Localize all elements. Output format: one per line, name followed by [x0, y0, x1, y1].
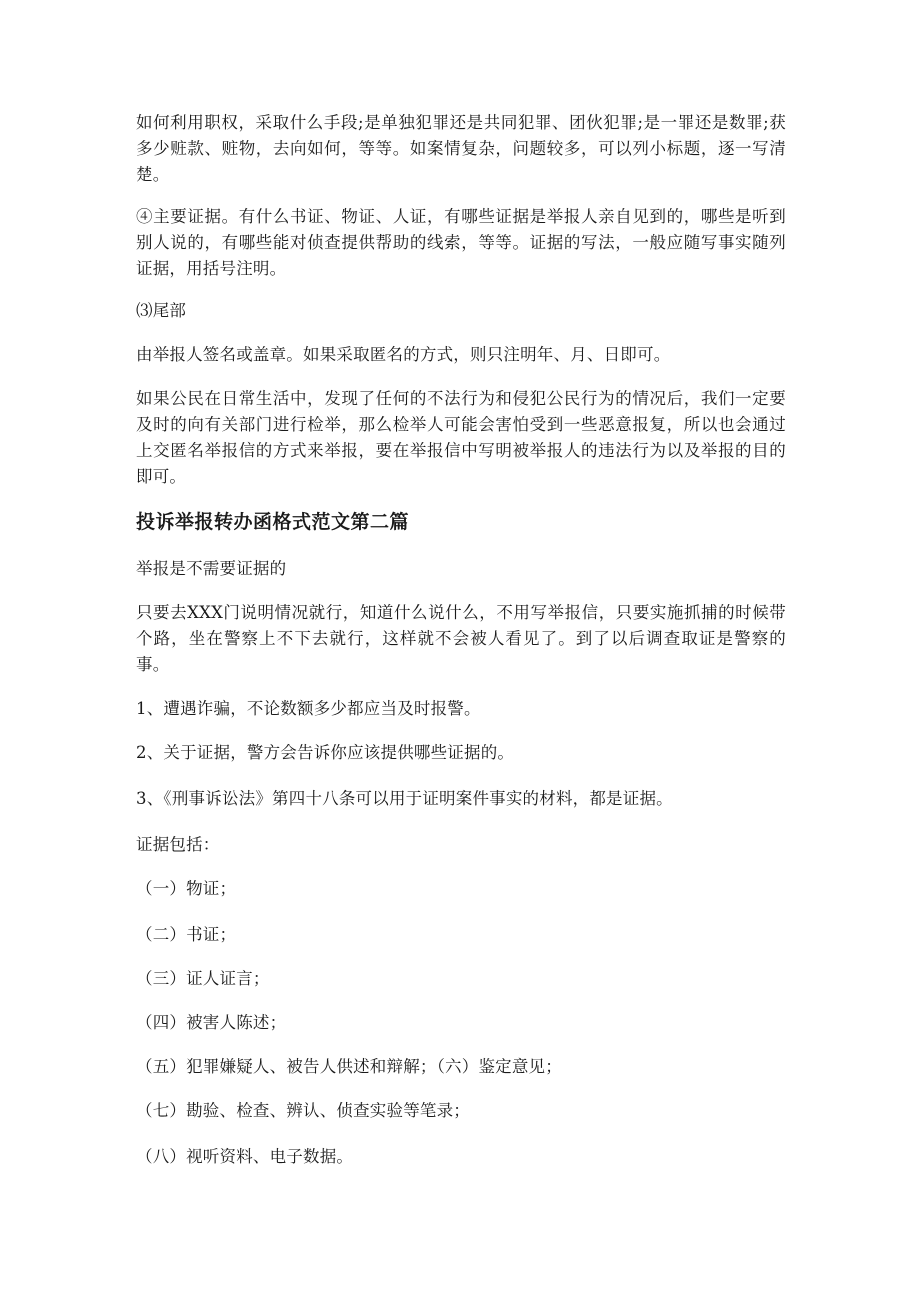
paragraph-evidence-includes: 证据包括： — [136, 835, 220, 854]
paragraph-explain-situation: 只要去XXX门说明情况就行，知道什么说什么，不用写举报信，只要实施抓捕的时候带个路，坐在警察上不下去就行，这样就不会被人看见了。到了以后调查取证是警察的事。 — [136, 603, 786, 674]
paragraph-methods: 如何利用职权，采取什么手段;是单独犯罪还是共同犯罪、团伙犯罪;是一罪还是数罪;获多少赃款、赃物，去向如何，等等。如案情复杂，问题较多，可以列小标题，逐一写清楚。 — [136, 113, 786, 184]
section-title: 投诉举报转办函格式范文第二篇 — [136, 511, 410, 533]
evidence-item-victim-statement: （四）被害人陈述； — [136, 1013, 287, 1032]
paragraph-main-evidence: ④主要证据。有什么书证、物证、人证，有哪些证据是举报人亲自见到的，哪些是听到别人说的，有哪些能对侦查提供帮助的线索，等等。证据的写法，一般应随写事实随列证据，用括号注明。 — [136, 207, 786, 278]
paragraph-anonymous-report: 如果公民在日常生活中，发现了任何的不法行为和侵犯公民行为的情况后，我们一定要及时的向有关部门进行检举，那么检举人可能会害怕受到一些恶意报复，所以也会通过上交匿名举报信的方式来举报，要在举报信中写明被举报人的违法行为以及举报的目的即可。 — [136, 389, 786, 486]
evidence-item-inspection-records: （七）勘验、检查、辨认、侦查实验等笔录； — [136, 1101, 470, 1120]
paragraph-signature: 由举报人签名或盖章。如果采取匿名的方式，则只注明年、月、日即可。 — [136, 345, 671, 364]
evidence-item-suspect-statement: （五）犯罪嫌疑人、被告人供述和辩解；（六）鉴定意见； — [136, 1057, 562, 1076]
paragraph-ending-heading: ⑶尾部 — [136, 301, 187, 320]
evidence-item-testimony: （三）证人证言； — [136, 969, 270, 988]
evidence-item-audiovisual: （八）视听资料、电子数据。 — [136, 1147, 354, 1166]
list-item-evidence: 2、关于证据，警方会告诉你应该提供哪些证据的。 — [136, 743, 515, 762]
evidence-item-physical: （一）物证； — [136, 879, 237, 898]
list-item-criminal-procedure-law: 3、《刑事诉讼法》第四十八条可以用于证明案件事实的材料，都是证据。 — [136, 789, 673, 808]
list-item-fraud: 1、遭遇诈骗，不论数额多少都应当及时报警。 — [136, 699, 481, 718]
evidence-item-documentary: （二）书证； — [136, 925, 237, 944]
paragraph-no-evidence-needed: 举报是不需要证据的 — [136, 559, 287, 578]
